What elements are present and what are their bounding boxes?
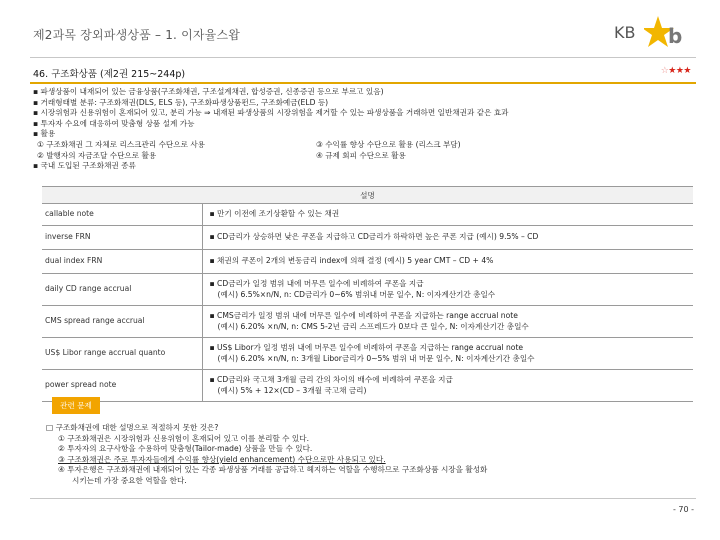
desc-line: ▪ CD금리가 일정 범위 내에 머무른 일수에 비례하여 쿠폰을 지급 (209, 279, 424, 288)
related-question (46, 423, 696, 487)
answer-option-continuation: 시키는데 가장 중요한 역할을 한다. (72, 475, 187, 485)
table-header-row (42, 187, 693, 204)
kb-star-logo-icon (644, 14, 690, 54)
bond-type-cell: callable note (42, 204, 202, 226)
bond-desc-cell (202, 306, 693, 338)
desc-line: ▪ 채권의 쿠폰이 2개의 변동금리 index에 의해 결정 (예시) 5 year CMT – CD + 4% (209, 256, 494, 266)
bullet-item: ▪ 거래형태별 분류: 구조화채권(DLS, ELS 등), 구조화파생상품펀드, 구조화예금(ELD 등) (33, 97, 329, 107)
use-row (33, 140, 693, 151)
table-row (42, 250, 693, 274)
bond-type-cell: daily CD range accrual (42, 274, 202, 306)
bullet-item: ▪ 투자자 수요에 대응하여 맞춤형 상품 설계 가능 (33, 118, 195, 128)
desc-line: ▪ CD금리와 국고채 3개월 금리 간의 차이의 배수에 비례하여 쿠폰을 지급 (209, 375, 453, 384)
answer-option-underlined: ③ 구조화채권은 주로 투자자들에게 수익률 향상(yield enhancement) 수단으로만 사용되고 있다. (58, 454, 386, 464)
filled-star-icon: ★ (683, 66, 691, 76)
table-row (42, 226, 693, 250)
page-number: - 70 - (672, 505, 694, 514)
svg-text:b: b (668, 24, 683, 48)
logo-text: KB (614, 23, 636, 42)
footer-divider (30, 498, 696, 499)
desc-example-line: (예시) 6.20% ×n/N, n: 3개월 Libor금리가 0~5% 범위 내 머문 일수, N: 이자계산기간 총일수 (217, 353, 535, 363)
table-row (42, 338, 693, 370)
table-row (42, 204, 693, 226)
use-row (33, 151, 693, 162)
summary-bullets (33, 87, 693, 172)
answer-option: ② 투자자의 요구사항을 수용하여 맞춤형(Tailor-made) 상품을 만들 수 있다. (58, 444, 313, 454)
table-row (42, 370, 693, 402)
section-header (33, 66, 693, 82)
bond-desc-cell (202, 274, 693, 306)
table-header-cell: 설명 (42, 187, 693, 204)
header-divider (30, 57, 696, 58)
bond-desc-cell (202, 250, 693, 274)
structured-bond-table (42, 186, 693, 402)
desc-line: ▪ 만기 이전에 조기상환할 수 있는 채권 (209, 209, 340, 219)
bond-desc-cell (202, 338, 693, 370)
bullet-item: ▪ 파생상품이 내재되어 있는 금융상품(구조화채권, 구조설계채권, 합성증권, 신종증권 등으로 부르고 있음) (33, 87, 384, 96)
question-text: □ 구조화채권에 대한 설명으로 적절하지 못한 것은? (46, 423, 219, 432)
desc-line: ▪ CMS금리가 일정 범위 내에 머무른 일수에 비례하여 쿠폰을 지급하는 range accrual note (209, 311, 518, 320)
empty-star-icon: ☆ (660, 66, 669, 76)
desc-example-line: (예시) 6.20% ×n/N, n: CMS 5-2년 금리 스프레드가 0보다 큰 일수, N: 이자계산기간 총일수 (217, 321, 529, 331)
use-item: ③ 수익률 향상 수단으로 활용 (리스크 부담) (316, 139, 461, 149)
bond-type-cell: CMS spread range accrual (42, 306, 202, 338)
table-row (42, 306, 693, 338)
section-title: 46. 구조화상품 (제2권 215~244p) (33, 69, 186, 80)
bullet-item: ▪ 시장위험과 신용위험이 혼재되어 있고, 분리 가능 ⇒ 내재된 파생상품의 시장위험을 제거할 수 있는 파생상품을 거래하면 일반채권과 같은 효과 (33, 108, 509, 118)
desc-line: ▪ CD금리가 상승하면 낮은 쿠폰을 지급하고 CD금리가 하락하면 높은 쿠폰 지급 (예시) 9.5% – CD (209, 232, 539, 242)
bullet-item: ▪ 활용 (33, 129, 56, 139)
bond-desc-cell (202, 226, 693, 250)
table-row (42, 274, 693, 306)
bond-desc-cell (202, 370, 693, 402)
filled-star-icon: ★ (668, 66, 676, 76)
bond-type-cell: inverse FRN (42, 226, 202, 250)
desc-example-line: (예시) 6.5%×n/N, n: CD금리가 0~6% 범위내 머문 일수, N: 이자계산기간 총일수 (217, 289, 496, 299)
use-item: ② 발행자의 자금조달 수단으로 활용 (37, 150, 157, 160)
kb-logo (614, 14, 694, 54)
use-item: ④ 규제 회피 수단으로 활용 (316, 150, 406, 160)
filled-star-icon: ★ (675, 66, 684, 76)
section-divider (30, 82, 696, 84)
bond-desc-cell (202, 204, 693, 226)
answer-option: ① 구조화채권은 시장위험과 신용위험이 혼재되어 있고 이를 분리할 수 있다. (58, 433, 310, 443)
bullet-item: ▪ 국내 도입된 구조화채권 종류 (33, 161, 136, 171)
bond-type-cell: dual index FRN (42, 250, 202, 274)
importance-stars (661, 66, 691, 76)
related-question-button[interactable]: 관련 문제 (52, 397, 100, 414)
desc-line: ▪ US$ Libor가 일정 범위 내에 머무른 일수에 비례하여 쿠폰을 지급하는 range accrual note (209, 343, 524, 352)
bond-type-cell: power spread note (42, 370, 202, 402)
use-item: ① 구조화채권 그 자체로 리스크관리 수단으로 사용 (37, 139, 205, 149)
page-header-title: 제2과목 장외파생상품 – 1. 이자율스왑 (33, 28, 241, 42)
answer-option: ④ 투자은행은 구조화채권에 내재되어 있는 각종 파생상품 거래를 공급하고 헤지하는 역할을 수행하므로 구조화상품 시장을 활성화 (58, 465, 488, 475)
bond-type-cell: US$ Libor range accrual quanto (42, 338, 202, 370)
desc-example-line: (예시) 5% + 12×(CD – 3개월 국고채 금리) (217, 385, 367, 395)
